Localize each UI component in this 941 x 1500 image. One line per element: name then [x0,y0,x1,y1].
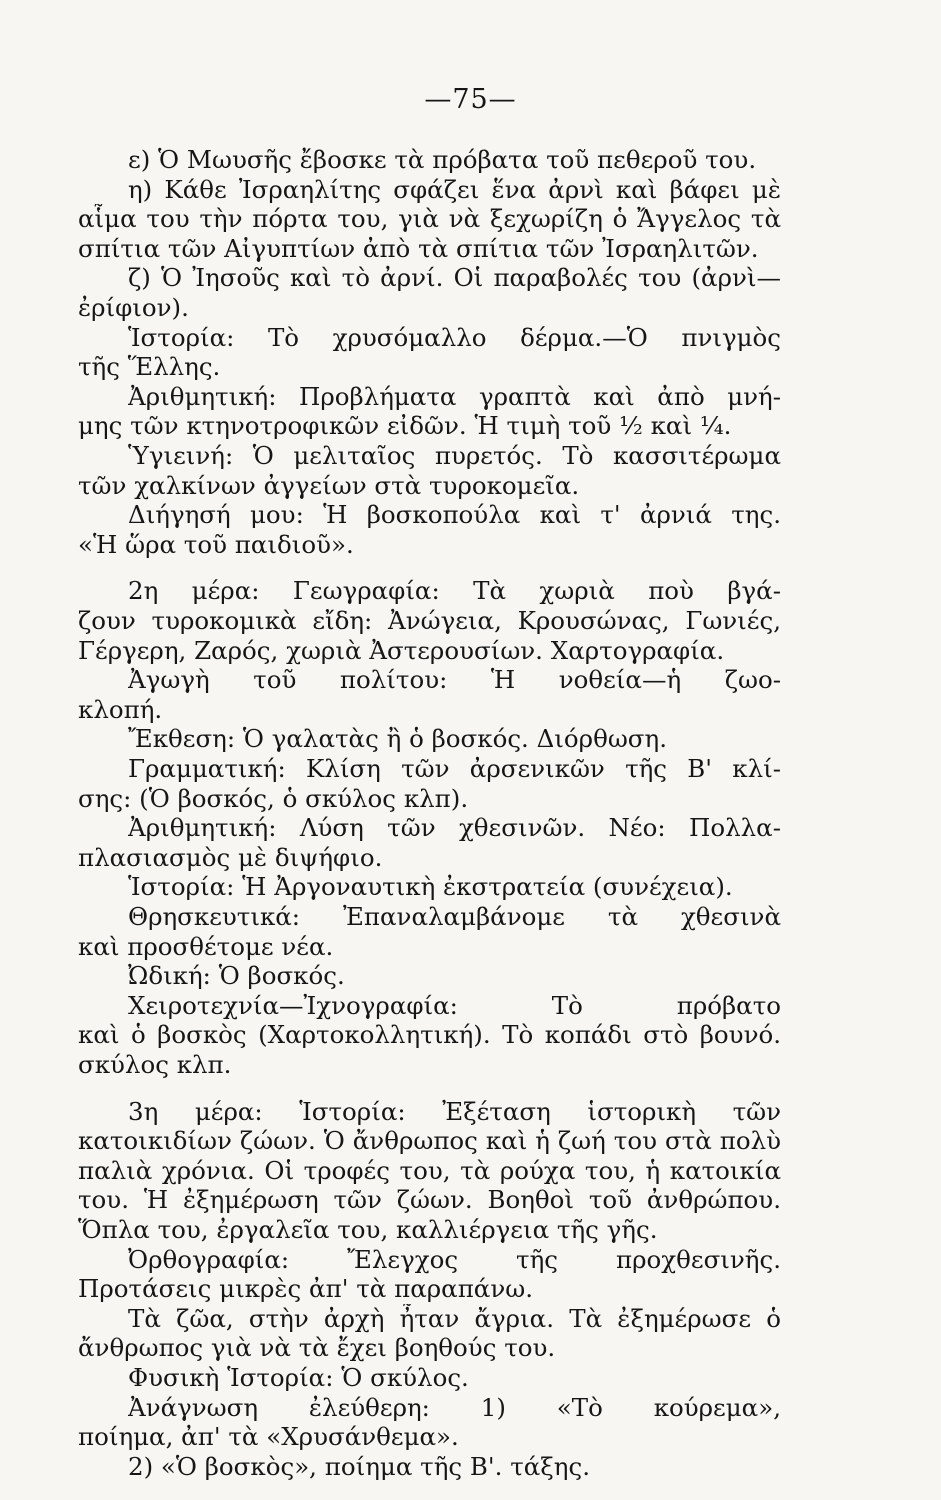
text-line: Ἱστορία: Τὸ χρυσόμαλλο δέρμα.—Ὁ πνιγμὸς [128,322,781,352]
text-line: ἐρίφιον). [78,293,189,322]
text-line: Ἀγωγὴ τοῦ πολίτου: Ἡ νοθεία—ἡ ζωο- [128,665,781,695]
text-line: Φυσικὴ Ἱστορία: Ὁ σκύλος. [128,1363,469,1392]
text-line: 2) «Ὁ βοσκὸς», ποίημα τῆς Β'. τάξης. [128,1451,590,1481]
text-line: κλοπή. [78,694,163,724]
text-line: ζουν τυροκομικὰ εἴδη: Ἀνώγεια, Κρουσώνας, Γωνιές, [78,606,781,635]
text-line: Ὀρθογραφία: Ἔλεγχος τῆς προχθεσινῆς. [128,1244,781,1274]
text-line: παλιὰ χρόνια. Οἱ τροφές του, τὰ ρούχα του, ἡ κατοικία [78,1155,781,1185]
text-line: ἄνθρωπος γιὰ νὰ τὰ ἔχει βοηθούς του. [78,1333,556,1363]
text-line: κατοικιδίων ζώων. Ὁ ἄνθρωπος καὶ ἡ ζωή του στὰ πολὺ [78,1126,781,1156]
text-line: Ἀριθμητική: Λύση τῶν χθεσινῶν. Νέο: Πολλα- [128,813,781,843]
text-line: Προτάσεις μικρὲς ἀπ' τὰ παραπάνω. [78,1274,534,1304]
text-line: Ὑγιεινή: Ὁ μελιταῖος πυρετός. Τὸ κασσιτέρωμα [128,441,781,470]
text-line: Ὠδική: Ὁ βοσκός. [128,961,345,991]
text-line: Ἀριθμητική: Προβλήματα γραπτὰ καὶ ἀπὸ μνή- [128,381,781,411]
text-line: Χειροτεχνία—Ἰχνογραφία: Τὸ πρόβατο [128,990,781,1020]
text-line: τῆς Ἕλλης. [78,352,221,382]
text-line: Θρησκευτικά: Ἐπαναλαμβάνομε τὰ χθεσινὰ [128,902,781,931]
text-line: Ἱστορία: Ἡ Ἀργοναυτικὴ ἐκστρατεία (συνέχεια). [128,872,733,902]
text-line: μης τῶν κτηνοτροφικῶν εἰδῶν. Ἡ τιμὴ τοῦ ½ καὶ ¼. [78,411,732,441]
text-line: ζ) Ὁ Ἰησοῦς καὶ τὸ ἀρνί. Οἱ παραβολές του (ἀρνὶ— [128,263,781,293]
text-line: σκύλος κλπ. [78,1050,232,1079]
text-line: καὶ προσθέτομε νέα. [78,931,334,961]
text-line: πλασιασμὸς μὲ διψήφιο. [78,842,383,872]
text-line: ποίημα, ἀπ' τὰ «Χρυσάνθεμα». [78,1422,459,1452]
text-line: 3η μέρα: Ἱστορία: Ἐξέταση ἱστορικὴ τῶν [128,1096,781,1126]
text-line: Ἔκθεση: Ὁ γαλατὰς ἢ ὁ βοσκός. Διόρθωση. [128,724,667,754]
text-line: Τὰ ζῶα, στὴν ἀρχὴ ἦταν ἄγρια. Τὰ ἐξημέρωσε ὁ [128,1303,781,1333]
text-line: «Ἡ ὥρα τοῦ παιδιοῦ». [78,529,354,559]
text-line: καὶ ὁ βοσκὸς (Χαρτοκολλητική). Τὸ κοπάδι στὸ βουνό. [78,1020,781,1050]
text-line: Γέργερη, Ζαρός, χωριὰ Ἀστερουσίων. Χαρτογραφία. [78,635,725,665]
text-line: αἷμα του τὴν πόρτα του, γιὰ νὰ ξεχωρίζη ὁ Ἄγγελος τὰ [78,204,781,234]
text-line: σπίτια τῶν Αἰγυπτίων ἀπὸ τὰ σπίτια τῶν Ἰσραηλιτῶν. [78,233,759,263]
text-line: Ὅπλα του, ἐργαλεῖα του, καλλιέργεια τῆς γῆς. [78,1215,658,1244]
text-line: Γραμματική: Κλίση τῶν ἀρσενικῶν τῆς Β' κλί- [128,754,781,783]
page-number: —75— [424,84,517,115]
text-line: τῶν χαλκίνων ἀγγείων στὰ τυροκομεῖα. [78,470,580,500]
text-line: Ἀνάγνωση ἐλεύθερη: 1) «Τὸ κούρεμα», [128,1392,781,1422]
text-line: Διήγησή μου: Ἡ βοσκοπούλα καὶ τ' ἀρνιά της. [128,500,781,530]
text-line: 2η μέρα: Γεωγραφία: Τὰ χωριὰ ποὺ βγά- [128,576,781,606]
text-line: σης: (Ὁ βοσκός, ὁ σκύλος κλπ). [78,783,469,813]
text-line: ε) Ὁ Μωυσῆς ἔβοσκε τὰ πρόβατα τοῦ πεθεροῦ του. [128,145,757,174]
text-line: η) Κάθε Ἰσραηλίτης σφάζει ἕνα ἀρνὶ καὶ βάφει μὲ [128,174,781,204]
text-line: του. Ἡ ἐξημέρωση τῶν ζώων. Βοηθοὶ τοῦ ἀνθρώπου. [78,1185,781,1215]
